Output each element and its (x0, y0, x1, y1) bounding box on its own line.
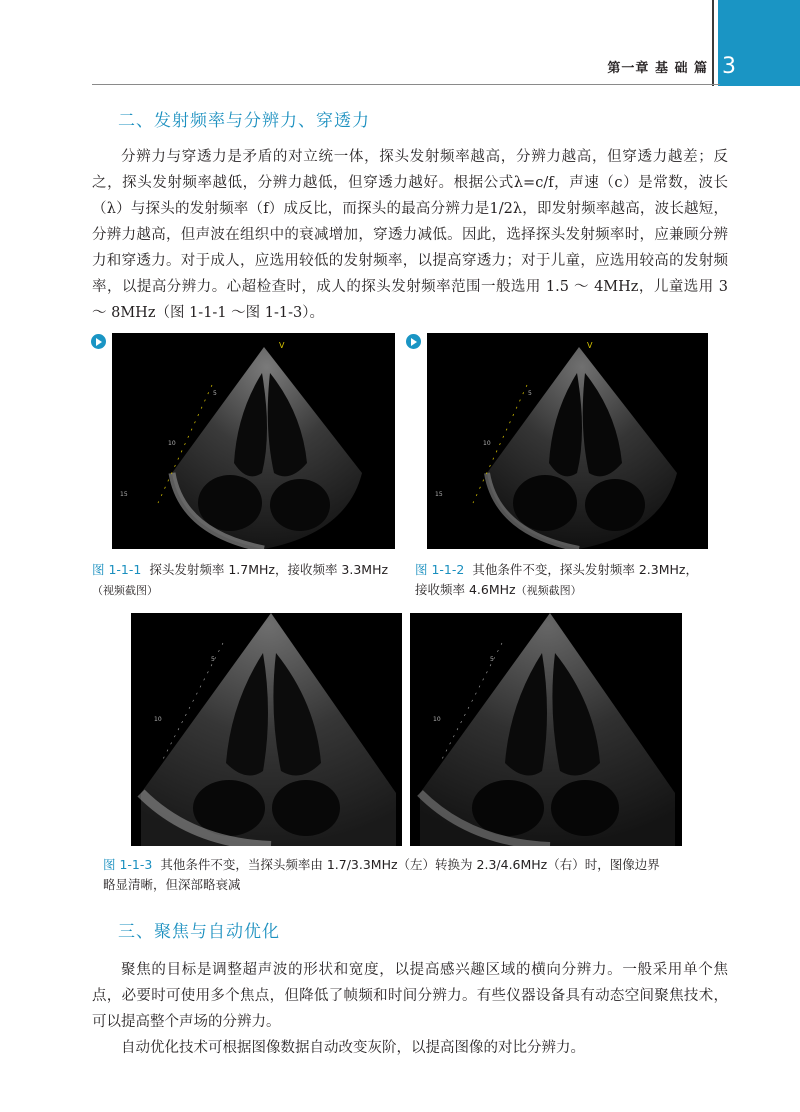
depth-marker-15: 15 (120, 491, 128, 498)
left-atrium (198, 475, 262, 531)
figure-caption-text: 其他条件不变，当探头频率由 1.7/3.3MHz（左）转换为 2.3/4.6MHz（右）时，图像边界 (160, 857, 660, 872)
echo-image-fig1 (112, 333, 395, 549)
echo-image-fig2 (427, 333, 708, 549)
figure-note: （视频截图） (92, 584, 158, 597)
depth-marker-10: 10 (433, 716, 441, 723)
scan-sector (141, 613, 396, 846)
right-atrium (585, 479, 645, 531)
left-atrium (472, 780, 544, 836)
figure-caption-text: 探头发射频率 1.7MHz，接收频率 3.3MHz (149, 562, 389, 577)
figure-label: 图 1-1-2 (415, 562, 465, 577)
chapter-title: 第一章 基 础 篇 (607, 61, 708, 76)
paragraph-frequency: 分辨力与穿透力是矛盾的对立统一体，探头发射频率越高，分辨力越高，但穿透力越差；反之，探头发射频率越低，分辨力越低，但穿透力越好。根据公式λ=c/f，声速（c）是常数，波长（λ）与探头的发射频率（f）成反比，而探头的最高分辨力是1/2λ，即发射频率越高，波长越短，分辨力越高，但声波在组织中的衰减增加，穿透力减低。因此，选择探头发射频率时，应兼顾分辨力和穿透力。对于成人，应选用较低的发射频率，以提高穿透力；对于儿童，应选用较高的发射频率，以提高分辨力。心超检查时，成人的探头发射频率范围一般选用 1.5 ～ 4MHz，儿童选用 3 ～ 8MHz（图 1-1-1 ～图 1-1-3）。 (92, 149, 728, 321)
video-play-icon[interactable] (91, 334, 106, 349)
figure-label: 图 1-1-1 (92, 562, 142, 577)
caption-fig3 (103, 855, 733, 895)
section-heading-focus: 三、聚焦与自动优化 (118, 922, 280, 942)
depth-marker-10: 10 (154, 716, 162, 723)
right-atrium (272, 780, 340, 836)
depth-marker-5: 5 (490, 656, 494, 663)
header-divider (712, 0, 714, 86)
echo-image-fig1-svg (112, 333, 395, 549)
figure-caption-text-line2: 接收频率 4.6MHz (415, 582, 516, 597)
figure-note: （视频截图） (515, 584, 582, 597)
probe-orientation-mark: V (587, 341, 593, 350)
caption-fig1 (92, 560, 402, 601)
figure-caption-text-line2: 略显清晰，但深部略衰减 (103, 877, 241, 892)
depth-marker-10: 10 (168, 440, 176, 447)
depth-marker-5: 5 (213, 390, 217, 397)
right-atrium (270, 479, 330, 531)
left-atrium (193, 780, 265, 836)
echo-image-fig3-right (410, 613, 682, 846)
probe-orientation-mark: V (279, 341, 285, 350)
figure-label: 图 1-1-3 (103, 857, 153, 872)
echo-image-fig2-svg (427, 333, 708, 549)
right-atrium (551, 780, 619, 836)
paragraph-auto-optimize: 自动优化技术可根据图像数据自动改变灰阶，以提高图像的对比分辨力。 (121, 1040, 585, 1056)
depth-marker-15: 15 (435, 491, 443, 498)
echo-image-fig3-left-svg (131, 613, 402, 846)
header-rule (92, 84, 720, 85)
section-heading-frequency: 二、发射频率与分辨力、穿透力 (118, 111, 370, 131)
video-play-icon[interactable] (406, 334, 421, 349)
echo-image-fig3-right-svg (410, 613, 682, 846)
page-number: 3 (722, 54, 736, 79)
depth-marker-5: 5 (211, 656, 215, 663)
depth-marker-5: 5 (528, 390, 532, 397)
scan-sector (420, 613, 675, 846)
echo-image-fig3-left (131, 613, 402, 846)
caption-fig2 (415, 560, 725, 601)
paragraph-focus: 聚焦的目标是调整超声波的形状和宽度，以提高感兴趣区域的横向分辨力。一般采用单个焦点，必要时可使用多个焦点，但降低了帧频和时间分辨力。有些仪器设备具有动态空间聚焦技术，可以提高整个声场的分辨力。 (92, 962, 728, 1030)
left-atrium (513, 475, 577, 531)
depth-marker-10: 10 (483, 440, 491, 447)
figure-caption-text: 其他条件不变，探头发射频率 2.3MHz， (472, 562, 698, 577)
